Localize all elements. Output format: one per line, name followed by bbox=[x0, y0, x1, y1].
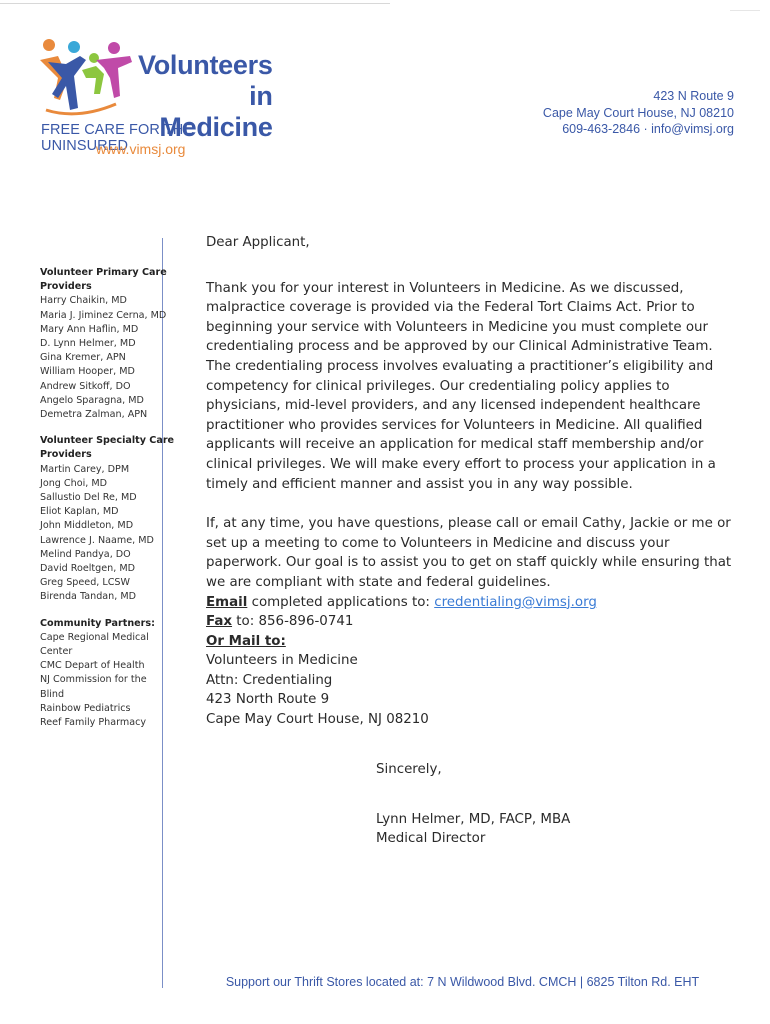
primary-care-section bbox=[40, 266, 168, 422]
text-line: Thank you for your interest in Volunteers in Medicine. As we discussed, bbox=[206, 280, 684, 296]
mail-address-line: Attn: Credentialing bbox=[206, 672, 333, 688]
partner-name: Cape Regional Medical bbox=[40, 631, 149, 643]
provider-name: Eliot Kaplan, MD bbox=[40, 506, 119, 518]
text-line: set up a meeting to come to Volunteers in Medicine and discuss your bbox=[206, 535, 670, 551]
address-contact: 609-463-2846 · info@vimsj.org bbox=[562, 122, 734, 136]
provider-sidebar bbox=[40, 266, 175, 742]
provider-name: John Middleton, MD bbox=[40, 520, 134, 532]
submission-instructions bbox=[206, 593, 706, 730]
email-text: completed applications to: bbox=[247, 594, 435, 610]
partner-name: NJ Commission for the bbox=[40, 674, 147, 686]
provider-name: Mary Ann Haflin, MD bbox=[40, 323, 139, 335]
letter-body bbox=[206, 233, 732, 730]
text-line: we are compliant with state and federal guidelines. bbox=[206, 574, 551, 590]
text-line: beginning your service with Volunteers in Medicine you must complete our bbox=[206, 319, 709, 335]
email-label: Email bbox=[206, 594, 248, 610]
provider-name: D. Lynn Helmer, MD bbox=[40, 338, 136, 350]
partner-name: Reef Family Pharmacy bbox=[40, 717, 147, 729]
text-line: malpractice coverage is provided via the Federal Tort Claims Act. Prior to bbox=[206, 300, 695, 316]
address-city: Cape May Court House, NJ 08210 bbox=[542, 105, 734, 120]
provider-name: Melind Pandya, DO bbox=[40, 548, 131, 560]
fax-row bbox=[206, 612, 706, 632]
provider-name: Sallustio Del Re, MD bbox=[40, 492, 137, 504]
provider-name: Jong Choi, MD bbox=[40, 477, 107, 489]
provider-name: Harry Chaikin, MD bbox=[40, 295, 127, 307]
partner-name: Rainbow Pediatrics bbox=[40, 702, 131, 714]
closing-sincerely: Sincerely, bbox=[376, 762, 442, 777]
signer-title: Medical Director bbox=[376, 831, 486, 847]
provider-name: David Roeltgen, MD bbox=[40, 563, 136, 575]
provider-name: Andrew Sitkoff, DO bbox=[40, 380, 131, 392]
scan-artifact-line bbox=[730, 10, 760, 11]
mail-address-line: Volunteers in Medicine bbox=[206, 653, 358, 669]
partner-name: CMC Depart of Health bbox=[40, 660, 145, 672]
text-line: The credentialing process involves evaluating a practitioner’s eligibility and bbox=[206, 358, 714, 374]
provider-name: Birenda Tandan, MD bbox=[40, 591, 137, 603]
section-heading: Volunteer Specialty Care bbox=[40, 435, 175, 447]
credentialing-email-link[interactable]: credentialing@vimsj.org bbox=[434, 594, 597, 610]
mail-label: Or Mail to: bbox=[206, 633, 286, 649]
provider-name: Demetra Zalman, APN bbox=[40, 409, 148, 421]
paragraph-intro bbox=[206, 279, 716, 495]
partner-name: Blind bbox=[40, 688, 65, 700]
section-heading: Volunteer Primary Care bbox=[40, 267, 167, 278]
scan-artifact-line bbox=[0, 3, 390, 4]
section-heading: Providers bbox=[40, 281, 92, 293]
provider-name: Angelo Sparagna, MD bbox=[40, 394, 144, 406]
text-line: credentialing process and be approved by our Clinical Administrative Team. bbox=[206, 339, 713, 355]
provider-name: Maria J. Jiminez Cerna, MD bbox=[40, 309, 167, 321]
section-heading: Providers bbox=[40, 449, 92, 461]
text-line: clinical privileges. We will make every effort to process your application in a bbox=[206, 456, 716, 472]
logo-tagline: FREE CARE FOR THE UNINSURED bbox=[41, 122, 194, 154]
letterhead-address bbox=[543, 88, 734, 138]
text-line: paperwork. Our goal is to assist you to get on staff quickly while ensuring that bbox=[206, 555, 732, 571]
mail-address-line: 423 North Route 9 bbox=[206, 692, 330, 708]
specialty-care-section bbox=[40, 434, 175, 604]
community-partners-section bbox=[40, 617, 168, 731]
provider-name: Greg Speed, LCSW bbox=[40, 577, 131, 589]
mail-address-line: Cape May Court House, NJ 08210 bbox=[206, 712, 429, 728]
section-heading: Community Partners: bbox=[40, 617, 155, 629]
letter-closing bbox=[376, 760, 570, 849]
text-line: physicians, mid-level providers, and any licensed independent healthcare bbox=[206, 398, 701, 414]
text-line: If, at any time, you have questions, please call or email Cathy, Jackie or me or bbox=[206, 516, 731, 532]
provider-name: Martin Carey, DPM bbox=[40, 463, 130, 475]
address-street: 423 N Route 9 bbox=[653, 89, 734, 103]
signer-name: Lynn Helmer, MD, FACP, MBA bbox=[376, 811, 571, 827]
volunteers-figures-icon bbox=[38, 38, 138, 118]
text-line: practitioner who provides services for Volunteers in Medicine. All qualified bbox=[206, 417, 703, 433]
text-line: applicants will receive an application for medical staff membership and/or bbox=[206, 437, 704, 453]
provider-name: William Hooper, MD bbox=[40, 366, 135, 378]
salutation: Dear Applicant, bbox=[206, 235, 310, 250]
provider-name: Lawrence J. Naame, MD bbox=[40, 534, 154, 546]
paragraph-questions bbox=[206, 514, 732, 592]
logo-title-line2: in Medicine bbox=[159, 81, 273, 142]
text-line: timely and efficient manner and assist you in any way possible. bbox=[206, 476, 633, 492]
email-row bbox=[206, 593, 706, 613]
text-line: competency for clinical privileges. Our credentialing policy applies to bbox=[206, 378, 670, 394]
provider-name: Gina Kremer, APN bbox=[40, 352, 126, 364]
partner-name: Center bbox=[40, 646, 73, 658]
organization-logo bbox=[38, 38, 273, 163]
logo-title-line1: Volunteers bbox=[138, 50, 273, 80]
footer-thrift-stores: Support our Thrift Stores located at: 7 N Wildwood Blvd. CMCH | 6825 Tilton Rd. EHT bbox=[225, 975, 700, 989]
fax-label: Fax bbox=[206, 614, 233, 630]
fax-number: to: 856-896-0741 bbox=[232, 614, 354, 630]
logo-website-link[interactable]: www.vimsj.org bbox=[96, 141, 186, 157]
